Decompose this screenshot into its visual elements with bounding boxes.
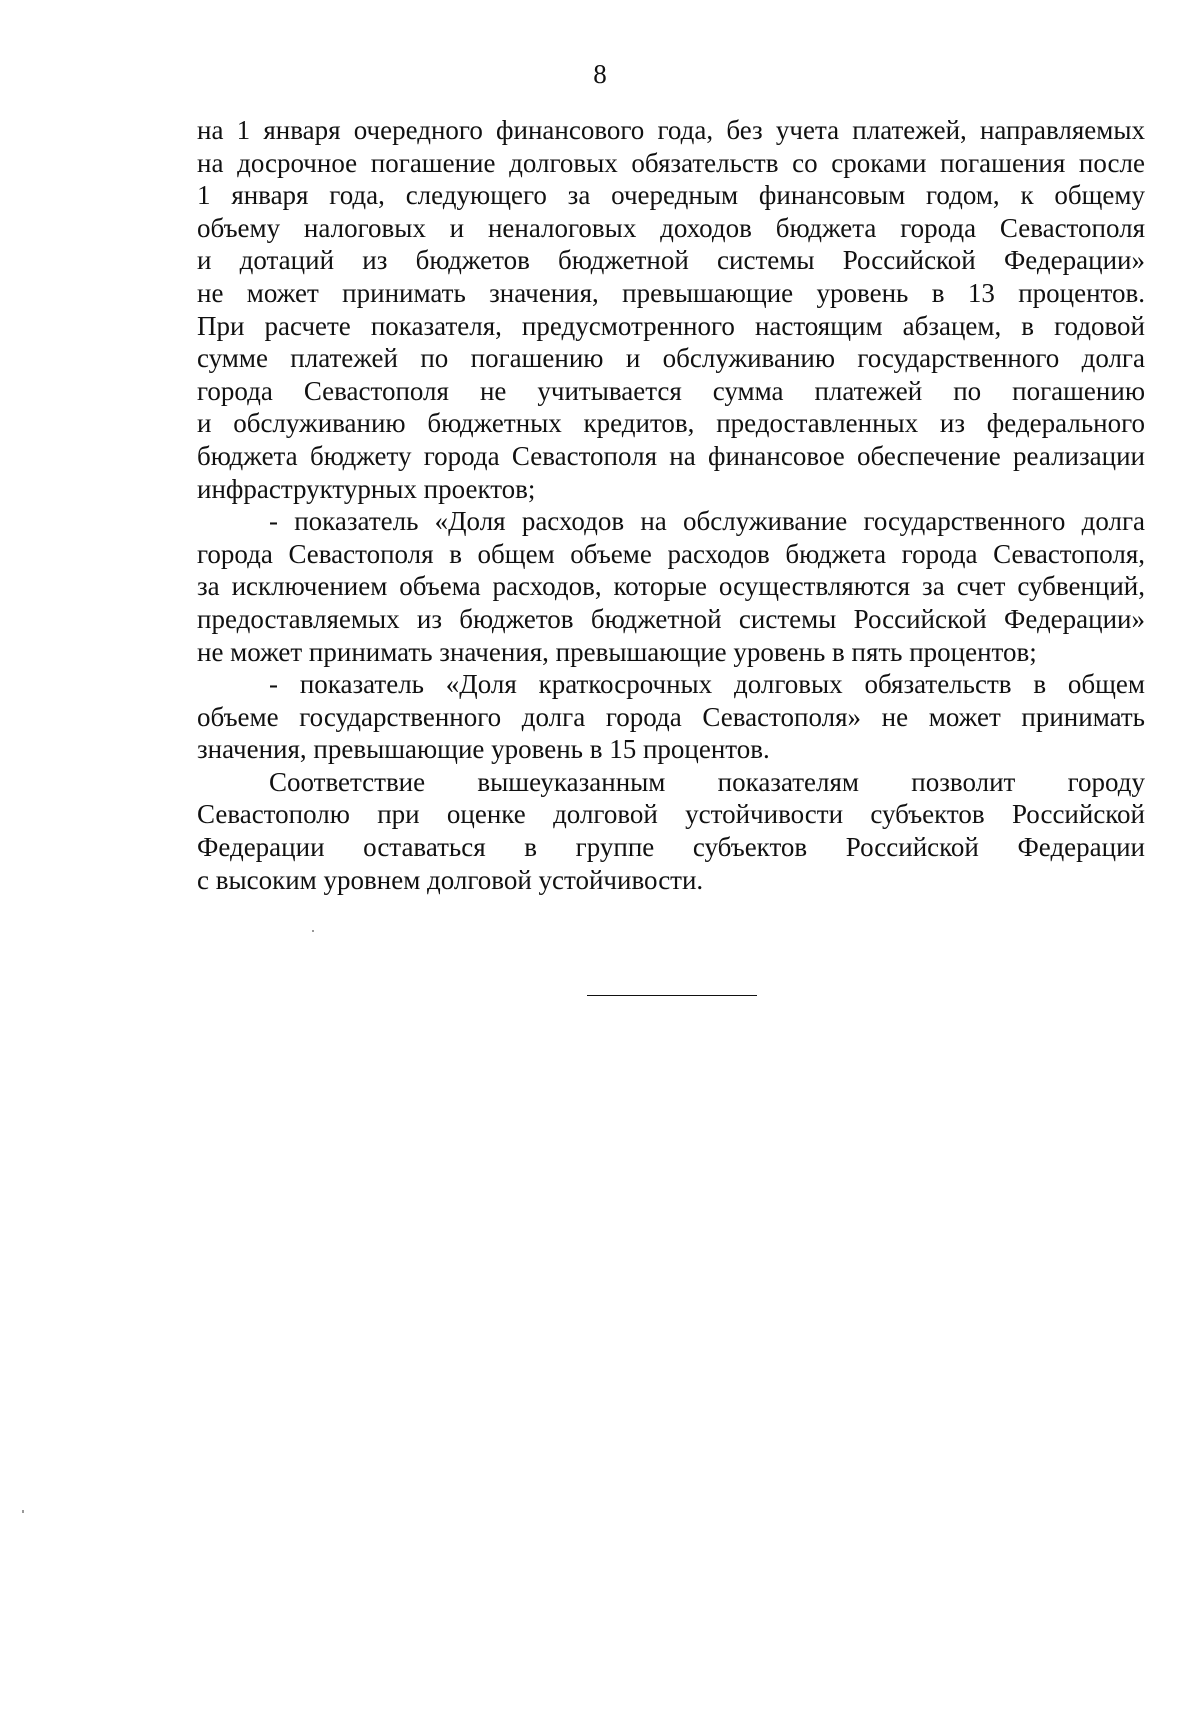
paragraph [197, 505, 1145, 668]
paragraph [197, 668, 1145, 766]
text-line: объему налоговых и неналоговых доходов бюджета города Севастополя [197, 212, 1145, 243]
paragraph [197, 766, 1145, 896]
text-line: не может принимать значения, превышающие уровень в пять процентов; [197, 636, 1037, 667]
text-line: Соответствие вышеуказанным показателям позволит городу [269, 766, 1145, 797]
text-line: значения, превышающие уровень в 15 процентов. [197, 734, 770, 765]
end-of-text-rule [587, 995, 757, 996]
paragraph [197, 114, 1145, 505]
text-line: сумме платежей по погашению и обслуживанию государственного долга [197, 343, 1145, 374]
text-line: с высоким уровнем долговой устойчивости. [197, 864, 704, 895]
text-line: При расчете показателя, предусмотренного настоящим абзацем, в годовой [197, 310, 1145, 341]
page-number: 8 [593, 59, 607, 89]
text-line: не может принимать значения, превышающие уровень в 13 процентов. [197, 277, 1145, 308]
text-line: за исключением объема расходов, которые осуществляются за счет субвенций, [197, 571, 1145, 602]
text-line: - показатель «Доля расходов на обслуживание государственного долга [269, 506, 1145, 537]
text-line: и дотаций из бюджетов бюджетной системы Российской Федерации» [197, 245, 1145, 276]
text-line: предоставляемых из бюджетов бюджетной системы Российской Федерации» [197, 603, 1145, 634]
scan-artifact [312, 930, 314, 932]
text-line: города Севастополя не учитывается сумма платежей по погашению [197, 375, 1145, 406]
text-line: Севастополю при оценке долговой устойчивости субъектов Российской [197, 799, 1145, 830]
text-line: Федерации оставаться в группе субъектов Российской Федерации [197, 832, 1145, 863]
document-body [197, 114, 1145, 896]
text-line: города Севастополя в общем объеме расходов бюджета города Севастополя, [197, 538, 1145, 569]
text-line: на 1 января очередного финансового года, без учета платежей, направляемых [197, 115, 1145, 145]
scan-artifact [22, 1510, 24, 1513]
text-line: бюджета бюджету города Севастополя на финансовое обеспечение реализации [197, 440, 1145, 471]
text-line: инфраструктурных проектов; [197, 473, 536, 504]
text-line: объеме государственного долга города Севастополя» не может принимать [197, 701, 1145, 732]
text-line: и обслуживанию бюджетных кредитов, предоставленных из федерального [197, 408, 1145, 439]
text-line: 1 января года, следующего за очередным финансовым годом, к общему [197, 180, 1145, 211]
text-line: на досрочное погашение долговых обязательств со сроками погашения после [197, 147, 1145, 178]
text-line: - показатель «Доля краткосрочных долговых обязательств в общем [269, 669, 1145, 700]
